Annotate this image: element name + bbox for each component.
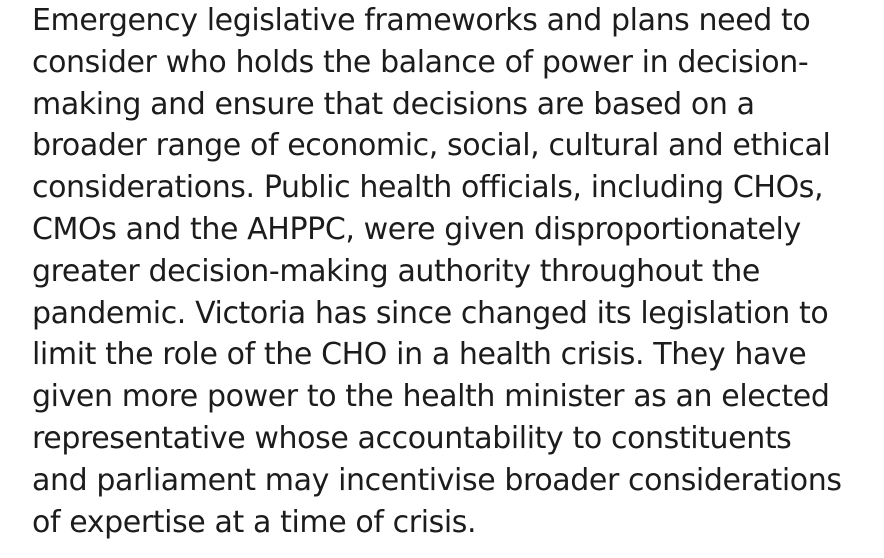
- paragraph-line: considerations. Public health officials, including CHOs,: [32, 170, 824, 206]
- body-paragraph: [32, 0, 872, 543]
- paragraph-line: broader range of economic, social, cultural and ethical: [32, 128, 831, 164]
- paragraph-line: and parliament may incentivise broader considerations: [32, 462, 842, 498]
- paragraph-line: representative whose accountability to constituents: [32, 420, 792, 456]
- paragraph-line: given more power to the health minister as an elected: [32, 379, 830, 415]
- paragraph-line: of expertise at a time of crisis.: [32, 504, 477, 540]
- paragraph-line: consider who holds the balance of power in decision-: [32, 44, 809, 80]
- paragraph-line: Emergency legislative frameworks and plans need to: [32, 3, 811, 38]
- document-body: [32, 0, 872, 543]
- paragraph-line: greater decision-making authority throughout the: [32, 253, 760, 289]
- paragraph-line: CMOs and the AHPPC, were given disproportionately: [32, 211, 801, 247]
- paragraph-line: pandemic. Victoria has since changed its legislation to: [32, 295, 829, 331]
- paragraph-line: limit the role of the CHO in a health crisis. They have: [32, 337, 807, 373]
- paragraph-line: making and ensure that decisions are based on a: [32, 86, 755, 122]
